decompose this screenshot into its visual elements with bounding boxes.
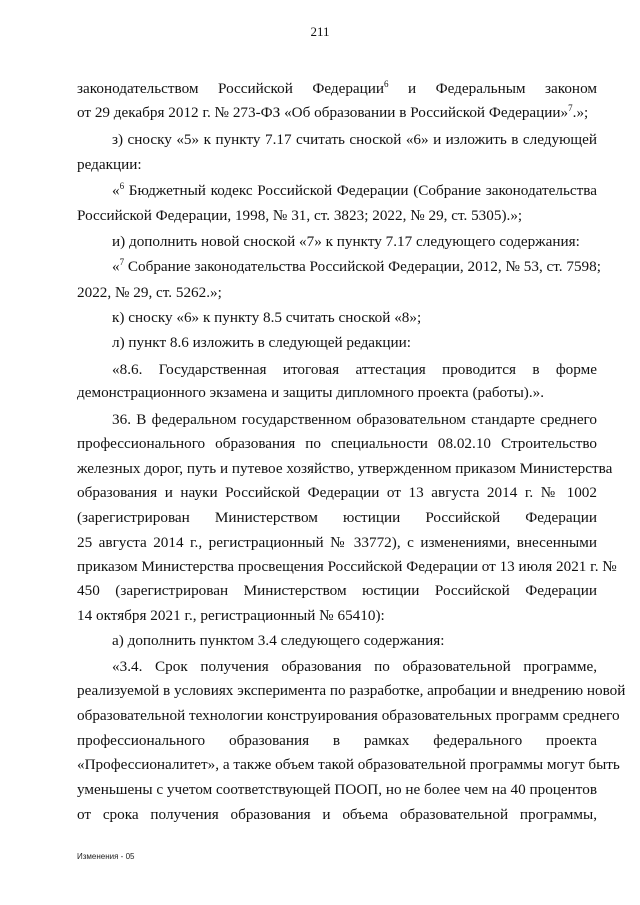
text-line: образования и науки Российской Федерации от 13 августа 2014 г. № 1002: [77, 484, 597, 501]
text-line: редакции:: [77, 156, 142, 173]
text-line: демонстрационного экзамена и защиты дипломного проекта (работы).».: [77, 384, 545, 401]
footnote-ref: 7: [568, 103, 573, 113]
text-line: 450 (зарегистрирован Министерством юстиции Российской Федерации: [77, 582, 597, 599]
text-line: 36. В федеральном государственном образовательном стандарте среднего: [112, 411, 597, 428]
text-line: от 29 декабря 2012 г. № 273-ФЗ «Об образовании в Российской Федерации»$^7$.»;: [77, 103, 589, 121]
text-line: Российской Федерации, 1998, № 31, ст. 3823; 2022, № 29, ст. 5305).»;: [77, 207, 523, 224]
text-line: а) дополнить пунктом 3.4 следующего содержания:: [112, 632, 445, 649]
text-line: образовательной технологии конструирования образовательных программ среднего: [77, 707, 620, 724]
text-line: 25 августа 2014 г., регистрационный № 33772), с изменениями, внесенными: [77, 534, 597, 551]
footnote-ref: 6: [384, 79, 389, 89]
text-line: «$^6$ Бюджетный кодекс Российской Федерации (Собрание законодательства: [112, 181, 597, 199]
text-line: «Профессионалитет», а также объем такой образовательной программы могут быть: [77, 756, 620, 773]
text-line: к) сноску «6» к пункту 8.5 считать сноской «8»;: [112, 309, 422, 326]
text-line: 14 октября 2021 г., регистрационный № 65410):: [77, 607, 385, 624]
text-line: «$^7$ Собрание законодательства Российской Федерации, 2012, № 53, ст. 7598;: [112, 257, 601, 275]
text-line: приказом Министерства просвещения Российской Федерации от 13 июля 2021 г. №: [77, 558, 617, 575]
text-line: и) дополнить новой сноской «7» к пункту 7.17 следующего содержания:: [112, 233, 580, 250]
text-line: «8.6. Государственная итоговая аттестация проводится в форме: [112, 361, 597, 378]
text-line: уменьшены с учетом соответствующей ПООП, но не более чем на 40 процентов: [77, 781, 597, 798]
text-line: 2022, № 29, ст. 5262.»;: [77, 284, 222, 301]
text-line: л) пункт 8.6 изложить в следующей редакции:: [112, 334, 412, 351]
text-line: профессионального образования по специальности 08.02.10 Строительство: [77, 435, 597, 452]
text-line: законодательством Российской Федерации$^6$ и Федеральным законом: [77, 79, 597, 97]
text-line: з) сноску «5» к пункту 7.17 считать сноской «6» и изложить в следующей: [112, 131, 597, 148]
page-number: 211: [310, 24, 330, 39]
text-line: реализуемой в условиях эксперимента по разработке, апробации и внедрению новой: [77, 682, 626, 699]
text-line: от срока получения образования и объема образовательной программы,: [77, 806, 597, 823]
footer-label: Изменения - 05: [77, 852, 135, 861]
text-line: «3.4. Срок получения образования по образовательной программе,: [112, 658, 597, 675]
text-line: железных дорог, путь и путевое хозяйство, утвержденном приказом Министерства: [77, 460, 613, 477]
footnote-ref: 7: [119, 257, 125, 267]
text-line: профессионального образования в рамках федерального проекта: [77, 732, 597, 749]
text-line: (зарегистрирован Министерством юстиции Российской Федерации: [77, 509, 597, 526]
footnote-ref: 6: [119, 181, 125, 191]
